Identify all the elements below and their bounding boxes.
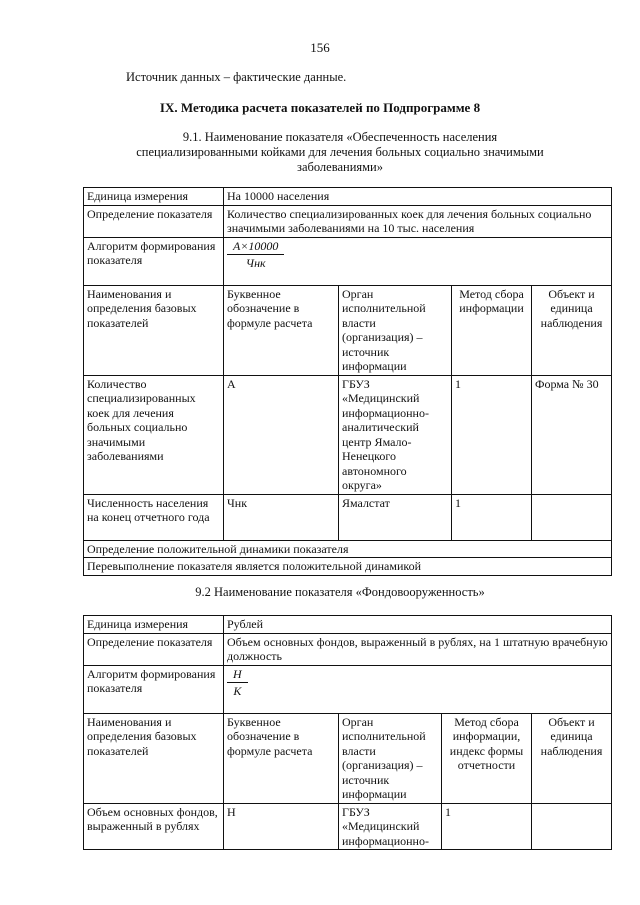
header-col-name: Наименования и определения базовых показателей xyxy=(84,713,224,803)
unit-label: Единица измерения xyxy=(84,616,224,634)
formula-numerator: H xyxy=(227,667,248,683)
header-col-method: Метод сбора информации, индекс формы отчетности xyxy=(442,713,532,803)
header-col-name: Наименования и определения базовых показателей xyxy=(84,285,224,375)
header-row xyxy=(84,285,612,375)
table-row xyxy=(84,375,612,494)
indicator-1-title: 9.1. Наименование показателя «Обеспеченность населения специализированными койками для лечения больных социально значимыми заболеваниями» xyxy=(136,130,544,174)
row-name: Численность населения на конец отчетного года xyxy=(84,494,224,540)
unit-value: Рублей xyxy=(224,616,612,634)
row-symbol: Чнк xyxy=(224,494,339,540)
algorithm-label: Алгоритм формирования показателя xyxy=(84,237,224,285)
row-source: ГБУЗ «Медицинский информационно-аналитический центр Ямало-Ненецкого автономного округа» xyxy=(339,375,452,494)
row-source: ГБУЗ «Медицинский информационно- xyxy=(339,803,442,850)
row-name: Объем основных фондов, выраженный в рублях xyxy=(84,803,224,850)
row-source: Ямалстат xyxy=(339,494,452,540)
header-col-source: Орган исполнительной власти (организация) – источник информации xyxy=(339,285,452,375)
definition-value: Количество специализированных коек для лечения больных социально значимыми заболеваниями на 10 тыс. населения xyxy=(224,205,612,237)
header-col-symbol: Буквенное обозначение в формуле расчета xyxy=(224,713,339,803)
indicator-2-table xyxy=(83,615,612,850)
row-method: 1 xyxy=(442,803,532,850)
section-title: IX. Методика расчета показателей по Подпрограмме 8 xyxy=(159,100,481,115)
algorithm-label: Алгоритм формирования показателя xyxy=(84,665,224,713)
formula-numerator: A×10000 xyxy=(227,239,284,255)
definition-label: Определение показателя xyxy=(84,633,224,665)
algorithm-formula xyxy=(224,237,612,285)
formula-denominator: K xyxy=(233,683,242,698)
table-row xyxy=(84,494,612,540)
definition-row xyxy=(84,633,612,665)
table-row xyxy=(84,803,612,850)
dynamics-label: Определение положительной динамики показателя xyxy=(84,540,612,558)
indicator-2-title: 9.2 Наименование показателя «Фондовооруженность» xyxy=(195,585,485,599)
header-col-symbol: Буквенное обозначение в формуле расчета xyxy=(224,285,339,375)
row-object xyxy=(532,803,612,850)
header-col-source: Орган исполнительной власти (организация) – источник информации xyxy=(339,713,442,803)
algorithm-row xyxy=(84,665,612,713)
row-symbol: Н xyxy=(224,803,339,850)
dynamics-label-row xyxy=(84,540,612,558)
unit-value: На 10000 населения xyxy=(224,188,612,206)
header-col-method: Метод сбора информации xyxy=(452,285,532,375)
definition-label: Определение показателя xyxy=(84,205,224,237)
data-source-note: Источник данных – фактические данные. xyxy=(126,70,347,84)
row-symbol: А xyxy=(224,375,339,494)
indicator-1-table xyxy=(83,187,612,576)
dynamics-value-row xyxy=(84,558,612,576)
algorithm-row xyxy=(84,237,612,285)
definition-row xyxy=(84,205,612,237)
header-row xyxy=(84,713,612,803)
unit-row xyxy=(84,616,612,634)
header-col-object: Объект и единица наблюдения xyxy=(532,285,612,375)
unit-row xyxy=(84,188,612,206)
row-object xyxy=(532,494,612,540)
dynamics-value: Перевыполнение показателя является положительной динамикой xyxy=(84,558,612,576)
definition-value: Объем основных фондов, выраженный в рублях, на 1 штатную врачебную должность xyxy=(224,633,612,665)
formula-fraction xyxy=(227,239,284,270)
row-method: 1 xyxy=(452,494,532,540)
formula-fraction xyxy=(227,667,248,698)
row-object: Форма № 30 xyxy=(532,375,612,494)
row-name: Количество специализированных коек для лечения больных социально значимыми заболеваниями xyxy=(84,375,224,494)
page-number: 156 xyxy=(310,40,330,55)
algorithm-formula xyxy=(224,665,612,713)
formula-denominator: Чнк xyxy=(245,255,266,270)
header-col-object: Объект и единица наблюдения xyxy=(532,713,612,803)
unit-label: Единица измерения xyxy=(84,188,224,206)
row-method: 1 xyxy=(452,375,532,494)
